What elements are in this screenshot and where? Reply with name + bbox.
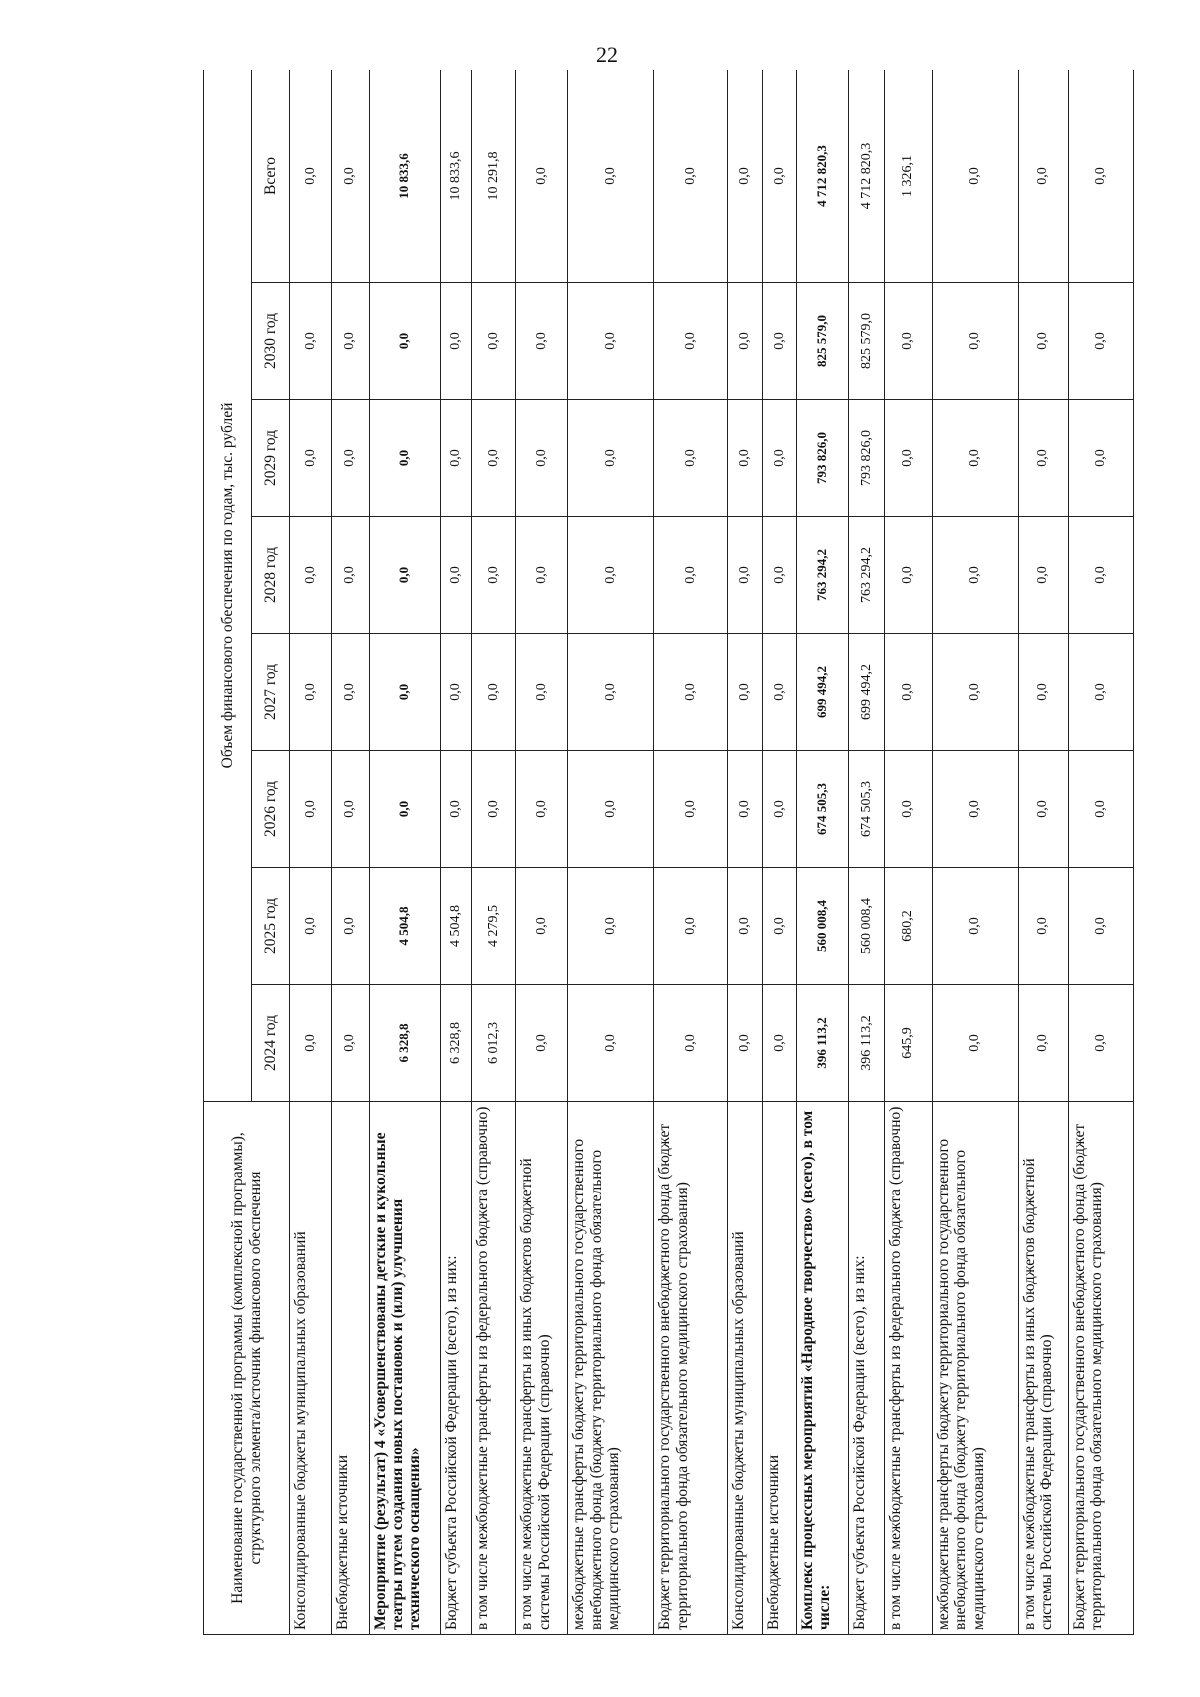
value-cell: 0,0: [932, 283, 1018, 400]
value-cell: 0,0: [568, 868, 654, 985]
row-label: Бюджет территориального государственного внебюджетного фонда (бюджет территориального фонда обязательного медицинского страхования): [1068, 1102, 1133, 1635]
value-cell: 1 326,1: [884, 70, 932, 283]
value-cell: 0,0: [369, 517, 440, 634]
value-cell: 0,0: [440, 400, 471, 517]
value-cell: 0,0: [440, 751, 471, 868]
value-cell: 0,0: [884, 751, 932, 868]
value-cell: 0,0: [654, 400, 727, 517]
row-label: в том числе межбюджетные трансферты из иных бюджетов бюджетной системы Российской Федерации (справочно): [516, 1102, 568, 1635]
value-cell: 0,0: [516, 634, 568, 751]
table-row: [568, 70, 654, 1635]
row-label: в том числе межбюджетные трансферты из федерального бюджета (справочно): [472, 1102, 516, 1635]
value-cell: 0,0: [516, 400, 568, 517]
value-cell: 0,0: [1018, 634, 1068, 751]
value-cell: 560 008,4: [849, 868, 885, 985]
value-cell: 0,0: [568, 985, 654, 1102]
header-year-2: 2026 год: [252, 751, 290, 868]
row-label: Внебюджетные источники: [331, 1102, 369, 1635]
value-cell: 0,0: [472, 751, 516, 868]
row-label: Бюджет субъекта Российской Федерации (всего), из них:: [849, 1102, 885, 1635]
row-label: Внебюджетные источники: [763, 1102, 797, 1635]
value-cell: 0,0: [763, 70, 797, 283]
value-cell: 0,0: [763, 283, 797, 400]
value-cell: 0,0: [932, 868, 1018, 985]
value-cell: 0,0: [1018, 985, 1068, 1102]
value-cell: 793 826,0: [849, 400, 885, 517]
value-cell: 763 294,2: [849, 517, 885, 634]
value-cell: 699 494,2: [796, 634, 848, 751]
value-cell: 0,0: [763, 634, 797, 751]
value-cell: 0,0: [654, 868, 727, 985]
value-cell: 0,0: [1018, 517, 1068, 634]
value-cell: 825 579,0: [849, 283, 885, 400]
value-cell: 0,0: [654, 634, 727, 751]
value-cell: 0,0: [1018, 70, 1068, 283]
table-row: [369, 70, 440, 1635]
value-cell: 10 833,6: [440, 70, 471, 283]
value-cell: 645,9: [884, 985, 932, 1102]
table-row: [849, 70, 885, 1635]
value-cell: 0,0: [654, 751, 727, 868]
header-year-7: Всего: [252, 70, 290, 283]
value-cell: 0,0: [290, 985, 332, 1102]
value-cell: 396 113,2: [849, 985, 885, 1102]
value-cell: 674 505,3: [796, 751, 848, 868]
value-cell: 6 328,8: [369, 985, 440, 1102]
value-cell: 0,0: [884, 400, 932, 517]
value-cell: 0,0: [331, 751, 369, 868]
table-row: [654, 70, 727, 1635]
value-cell: 0,0: [727, 283, 763, 400]
value-cell: 0,0: [290, 751, 332, 868]
table-row: [1068, 70, 1133, 1635]
value-cell: 396 113,2: [796, 985, 848, 1102]
row-label: Консолидированные бюджеты муниципальных образований: [290, 1102, 332, 1635]
value-cell: 0,0: [290, 634, 332, 751]
value-cell: 0,0: [763, 868, 797, 985]
value-cell: 0,0: [472, 400, 516, 517]
rotated-table-container: [203, 70, 1134, 1635]
value-cell: 0,0: [516, 751, 568, 868]
value-cell: 4 712 820,3: [796, 70, 848, 283]
table-row: [884, 70, 932, 1635]
row-label: Бюджет территориального государственного внебюджетного фонда (бюджет территориального фонда обязательного медицинского страхования): [654, 1102, 727, 1635]
table-row: [932, 70, 1018, 1635]
value-cell: 0,0: [1018, 400, 1068, 517]
value-cell: 0,0: [331, 868, 369, 985]
value-cell: 0,0: [727, 751, 763, 868]
value-cell: 10 833,6: [369, 70, 440, 283]
page-number: 22: [596, 42, 618, 67]
value-cell: 0,0: [568, 751, 654, 868]
table-frame: [203, 70, 1134, 1635]
value-cell: 0,0: [884, 283, 932, 400]
value-cell: 4 504,8: [369, 868, 440, 985]
value-cell: 825 579,0: [796, 283, 848, 400]
value-cell: 4 712 820,3: [849, 70, 885, 283]
value-cell: 674 505,3: [849, 751, 885, 868]
value-cell: 0,0: [654, 985, 727, 1102]
value-cell: 0,0: [290, 517, 332, 634]
value-cell: 0,0: [727, 400, 763, 517]
value-cell: 0,0: [763, 517, 797, 634]
header-year-0: 2024 год: [252, 985, 290, 1102]
value-cell: 0,0: [516, 985, 568, 1102]
value-cell: 0,0: [884, 517, 932, 634]
value-cell: 0,0: [1068, 70, 1133, 283]
value-cell: 793 826,0: [796, 400, 848, 517]
value-cell: 0,0: [290, 868, 332, 985]
value-cell: 0,0: [727, 70, 763, 283]
header-name-column: Наименование государственной программы (комплексной программы), структурного элемента/источник финансового обеспечения: [204, 1102, 290, 1635]
table-row: [796, 70, 848, 1635]
value-cell: 0,0: [932, 517, 1018, 634]
value-cell: 0,0: [568, 517, 654, 634]
table-row: [440, 70, 471, 1635]
value-cell: 0,0: [440, 517, 471, 634]
value-cell: 699 494,2: [849, 634, 885, 751]
value-cell: 0,0: [568, 70, 654, 283]
value-cell: 0,0: [932, 400, 1018, 517]
value-cell: 0,0: [763, 985, 797, 1102]
value-cell: 0,0: [727, 517, 763, 634]
value-cell: 0,0: [1068, 400, 1133, 517]
value-cell: 0,0: [331, 400, 369, 517]
header-year-6: 2030 год: [252, 283, 290, 400]
value-cell: 0,0: [331, 985, 369, 1102]
value-cell: 4 279,5: [472, 868, 516, 985]
value-cell: 0,0: [932, 751, 1018, 868]
value-cell: 0,0: [369, 283, 440, 400]
value-cell: 0,0: [727, 868, 763, 985]
value-cell: 0,0: [1018, 283, 1068, 400]
row-label: Бюджет субъекта Российской Федерации (всего), из них:: [440, 1102, 471, 1635]
value-cell: 0,0: [932, 70, 1018, 283]
row-label: Мероприятие (результат) 4 «Усовершенствованы детские и кукольные театры путем создания новых постановок и (или) улучшения технического оснащения»: [369, 1102, 440, 1635]
value-cell: 0,0: [440, 634, 471, 751]
value-cell: 0,0: [1068, 985, 1133, 1102]
value-cell: 0,0: [568, 283, 654, 400]
value-cell: 0,0: [1068, 283, 1133, 400]
table-row: [472, 70, 516, 1635]
value-cell: 0,0: [1068, 517, 1133, 634]
table-row: [516, 70, 568, 1635]
header-year-1: 2025 год: [252, 868, 290, 985]
value-cell: 0,0: [516, 517, 568, 634]
value-cell: 0,0: [472, 517, 516, 634]
header-volume-group: Объем финансового обеспечения по годам, тыс. рублей: [204, 70, 252, 1102]
value-cell: 0,0: [472, 634, 516, 751]
value-cell: 0,0: [516, 283, 568, 400]
row-label: в том числе межбюджетные трансферты из федерального бюджета (справочно): [884, 1102, 932, 1635]
value-cell: 0,0: [654, 70, 727, 283]
value-cell: 0,0: [290, 70, 332, 283]
value-cell: 0,0: [1018, 751, 1068, 868]
value-cell: 0,0: [369, 634, 440, 751]
table-row: [331, 70, 369, 1635]
financing-table: [203, 70, 1134, 1635]
value-cell: 0,0: [331, 283, 369, 400]
value-cell: 0,0: [1068, 634, 1133, 751]
value-cell: 0,0: [568, 634, 654, 751]
row-label: Комплекс процессных мероприятий «Народное творчество» (всего), в том числе:: [796, 1102, 848, 1635]
value-cell: 0,0: [1068, 751, 1133, 868]
table-row: [763, 70, 797, 1635]
value-cell: 0,0: [472, 283, 516, 400]
value-cell: 763 294,2: [796, 517, 848, 634]
header-year-5: 2029 год: [252, 400, 290, 517]
value-cell: 10 291,8: [472, 70, 516, 283]
value-cell: 0,0: [763, 751, 797, 868]
table-row: [1018, 70, 1068, 1635]
value-cell: 0,0: [727, 985, 763, 1102]
value-cell: 0,0: [884, 634, 932, 751]
value-cell: 0,0: [763, 400, 797, 517]
row-label: межбюджетные трансферты бюджету территориального государственного внебюджетного фонда (бюджету территориального фонда обязательного медицинского страхования): [932, 1102, 1018, 1635]
value-cell: 6 012,3: [472, 985, 516, 1102]
value-cell: 0,0: [932, 985, 1018, 1102]
value-cell: 0,0: [290, 283, 332, 400]
value-cell: 0,0: [932, 634, 1018, 751]
row-label: Консолидированные бюджеты муниципальных образований: [727, 1102, 763, 1635]
value-cell: 0,0: [1018, 868, 1068, 985]
value-cell: 6 328,8: [440, 985, 471, 1102]
value-cell: 560 008,4: [796, 868, 848, 985]
row-label: в том числе межбюджетные трансферты из иных бюджетов бюджетной системы Российской Федерации (справочно): [1018, 1102, 1068, 1635]
value-cell: 0,0: [290, 400, 332, 517]
value-cell: 0,0: [331, 70, 369, 283]
value-cell: 0,0: [331, 517, 369, 634]
value-cell: 0,0: [369, 400, 440, 517]
value-cell: 0,0: [369, 751, 440, 868]
value-cell: 0,0: [654, 517, 727, 634]
value-cell: 4 504,8: [440, 868, 471, 985]
header-year-4: 2028 год: [252, 517, 290, 634]
value-cell: 0,0: [516, 70, 568, 283]
value-cell: 0,0: [654, 283, 727, 400]
row-label: межбюджетные трансферты бюджету территориального государственного внебюджетного фонда (бюджету территориального фонда обязательного медицинского страхования): [568, 1102, 654, 1635]
value-cell: 0,0: [727, 634, 763, 751]
value-cell: 0,0: [1068, 868, 1133, 985]
value-cell: 0,0: [440, 283, 471, 400]
value-cell: 0,0: [568, 400, 654, 517]
value-cell: 0,0: [331, 634, 369, 751]
table-row: [727, 70, 763, 1635]
value-cell: 0,0: [516, 868, 568, 985]
value-cell: 680,2: [884, 868, 932, 985]
header-year-3: 2027 год: [252, 634, 290, 751]
table-row: [290, 70, 332, 1635]
